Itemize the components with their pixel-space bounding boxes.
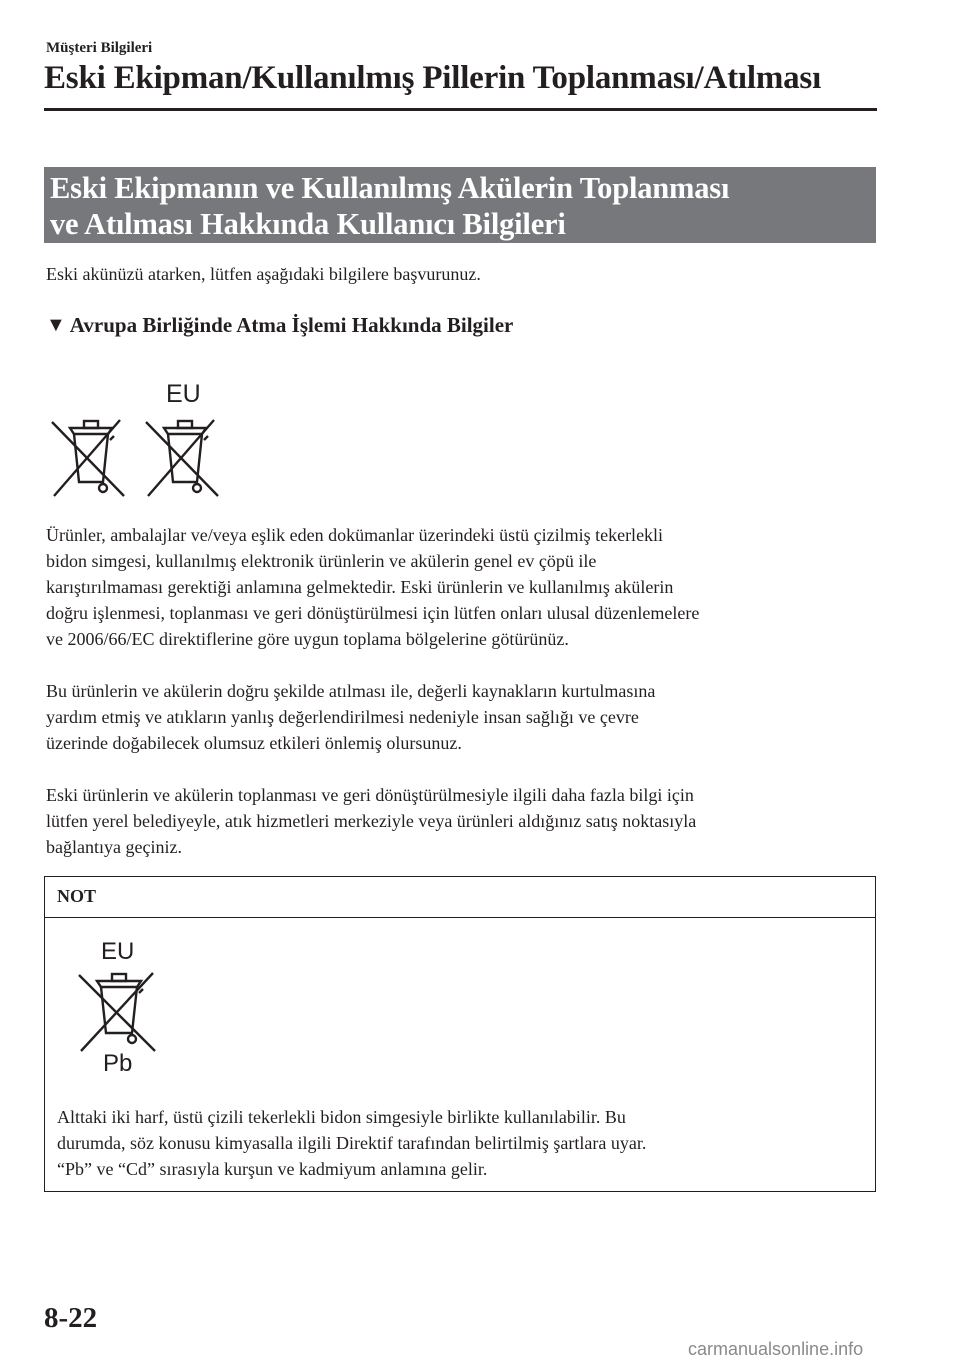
- crossed-bin-icon: [79, 973, 155, 1051]
- header-rule: [44, 108, 877, 111]
- section-label: Müşteri Bilgileri: [46, 40, 153, 56]
- intro-text: Eski akünüzü atarken, lütfen aşağıdaki bilgilere başvurunuz.: [46, 264, 481, 284]
- chapter-title: Eski Ekipman/Kullanılmış Pillerin Toplanması/Atılması: [44, 60, 822, 96]
- subsection-heading: [46, 313, 513, 338]
- crossed-bin-eu-icon: [146, 420, 218, 496]
- paragraph-2: Bu ürünlerin ve akülerin doğru şekilde atılması ile, değerli kaynakların kurtulmasına yardım etmiş ve atıkların yanlış değerlendirilmesi nedeniyle insan sağlığı ve çevre üzerinde doğabilecek olumsuz etkileri önlemiş olursunuz.: [46, 681, 656, 753]
- note-box: [44, 876, 876, 1192]
- watermark: carmanualsonline.info: [688, 1339, 864, 1359]
- eu-label: EU: [166, 380, 201, 408]
- eu-label: EU: [101, 939, 135, 965]
- section-banner: [44, 167, 876, 243]
- crossed-bin-icon: [52, 420, 124, 496]
- note-text: Alttaki iki harf, üstü çizili tekerlekli bidon simgesiyle birlikte kullanılabilir. Bu durumda, söz konusu kimyasalla ilgili Direktif tarafından belirtilmiş şartlara uyar. “Pb” ve “Cd” sırasıyla kurşun ve kadmiyum anlamına gelir.: [57, 1107, 647, 1179]
- paragraph-1: Ürünler, ambalajlar ve/veya eşlik eden dokümanlar üzerindeki üstü çizilmiş tekerlekli bidon simgesi, kullanılmış elektronik ürünlerin ve akülerin genel ev çöpü ile karıştırılmaması gerektiği anlamına gelmektedir. Eski ürünlerin ve kullanılmış akülerin doğru işlenmesi, toplanması ve geri dönüştürülmesi için lütfen onları ulusal düzenlemelere ve 2006/66/EC direktiflerine göre uygun toplama bölgelerine götürünüz.: [46, 525, 700, 649]
- triangle-marker-icon: ▼: [46, 314, 66, 336]
- pb-label: Pb: [103, 1050, 133, 1073]
- crossed-bin-symbols: [48, 378, 228, 504]
- crossed-bin-pb-symbol: [75, 939, 175, 1073]
- subsection-title: Avrupa Birliğinde Atma İşlemi Hakkında Bilgiler: [69, 313, 514, 337]
- banner-line-2: ve Atılması Hakkında Kullanıcı Bilgileri: [50, 207, 566, 241]
- note-heading: NOT: [45, 877, 875, 918]
- banner-line-1: Eski Ekipmanın ve Kullanılmış Akülerin Toplanması: [50, 171, 730, 205]
- page-number: 8-22: [44, 1302, 98, 1334]
- paragraph-3: Eski ürünlerin ve akülerin toplanması ve geri dönüştürülmesiyle ilgili daha fazla bilgi için lütfen yerel belediyeyle, atık hizmetleri merkeziyle veya ürünleri aldığınız satış noktasıyla bağlantıya geçiniz.: [46, 785, 697, 857]
